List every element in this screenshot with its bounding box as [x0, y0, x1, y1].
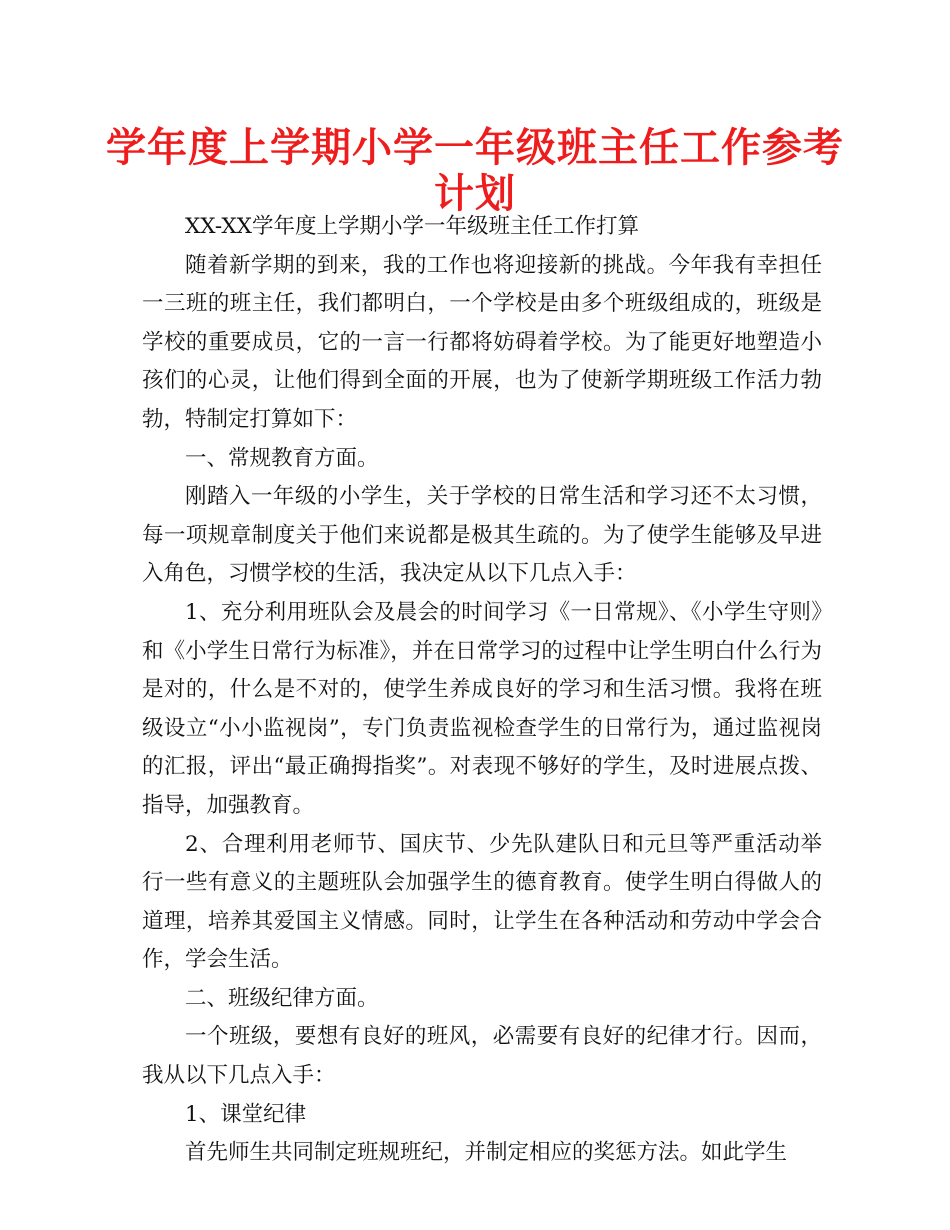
- section-heading-class-discipline: 二、班级纪律方面。: [185, 985, 379, 1011]
- routine-item-1-paragraph: 1、充分利用班队会及晨会的时间学习《一日常规》、《小学生守则》和《小学生日常行为标准》，并在日常学习的过程中让学生明白什么行为是对的，什么是不对的，使学生养成良好的学习和生活习惯。我将在班级设立“小小监视岗”，专门负责监视检查学生的日常行为，通过监视岗的汇报，评出“最正确拇指奖”。对表现不够好的学生，及时进展点拨、指导，加强教育。: [142, 599, 822, 818]
- routine-item-2-paragraph: 2、合理利用老师节、国庆节、少先队建队日和元旦等严重活动举行一些有意义的主题班队会加强学生的德育教育。使学生明白得做人的道理，培养其爱国主义情感。同时，让学生在各种活动和劳动中学会合作，学会生活。: [142, 831, 822, 973]
- document-body: [142, 208, 822, 1173]
- document-title-line-2: 计划: [434, 171, 516, 217]
- classroom-discipline-paragraph: 首先师生共同制定班规班纪，并制定相应的奖惩方法。如此学生: [185, 1140, 788, 1166]
- subheading-classroom-discipline: 1、课堂纪律: [185, 1101, 307, 1127]
- document-title-line-1: 学年度上学期小学一年级班主任工作参考: [106, 125, 844, 171]
- subtitle-paragraph: XX-XX学年度上学期小学一年级班主任工作打算: [185, 214, 639, 239]
- routine-education-paragraph: 刚踏入一年级的小学生，关于学校的日常生活和学习还不太习惯，每一项规章制度关于他们来说都是极其生疏的。为了使学生能够及早进入角色，习惯学校的生活，我决定从以下几点入手：: [142, 484, 822, 587]
- section-heading-routine-education: 一、常规教育方面。: [185, 445, 379, 471]
- class-discipline-paragraph: 一个班级，要想有良好的班风，必需要有良好的纪律才行。因而，我从以下几点入手：: [142, 1024, 822, 1089]
- intro-paragraph: 随着新学期的到来，我的工作也将迎接新的挑战。今年我有幸担任一三班的班主任，我们都明白，一个学校是由多个班级组成的，班级是学校的重要成员，它的一言一行都将妨碍着学校。为了能更好地塑造小孩们的心灵，让他们得到全面的开展，也为了使新学期班级工作活力勃勃，特制定打算如下：: [142, 252, 822, 432]
